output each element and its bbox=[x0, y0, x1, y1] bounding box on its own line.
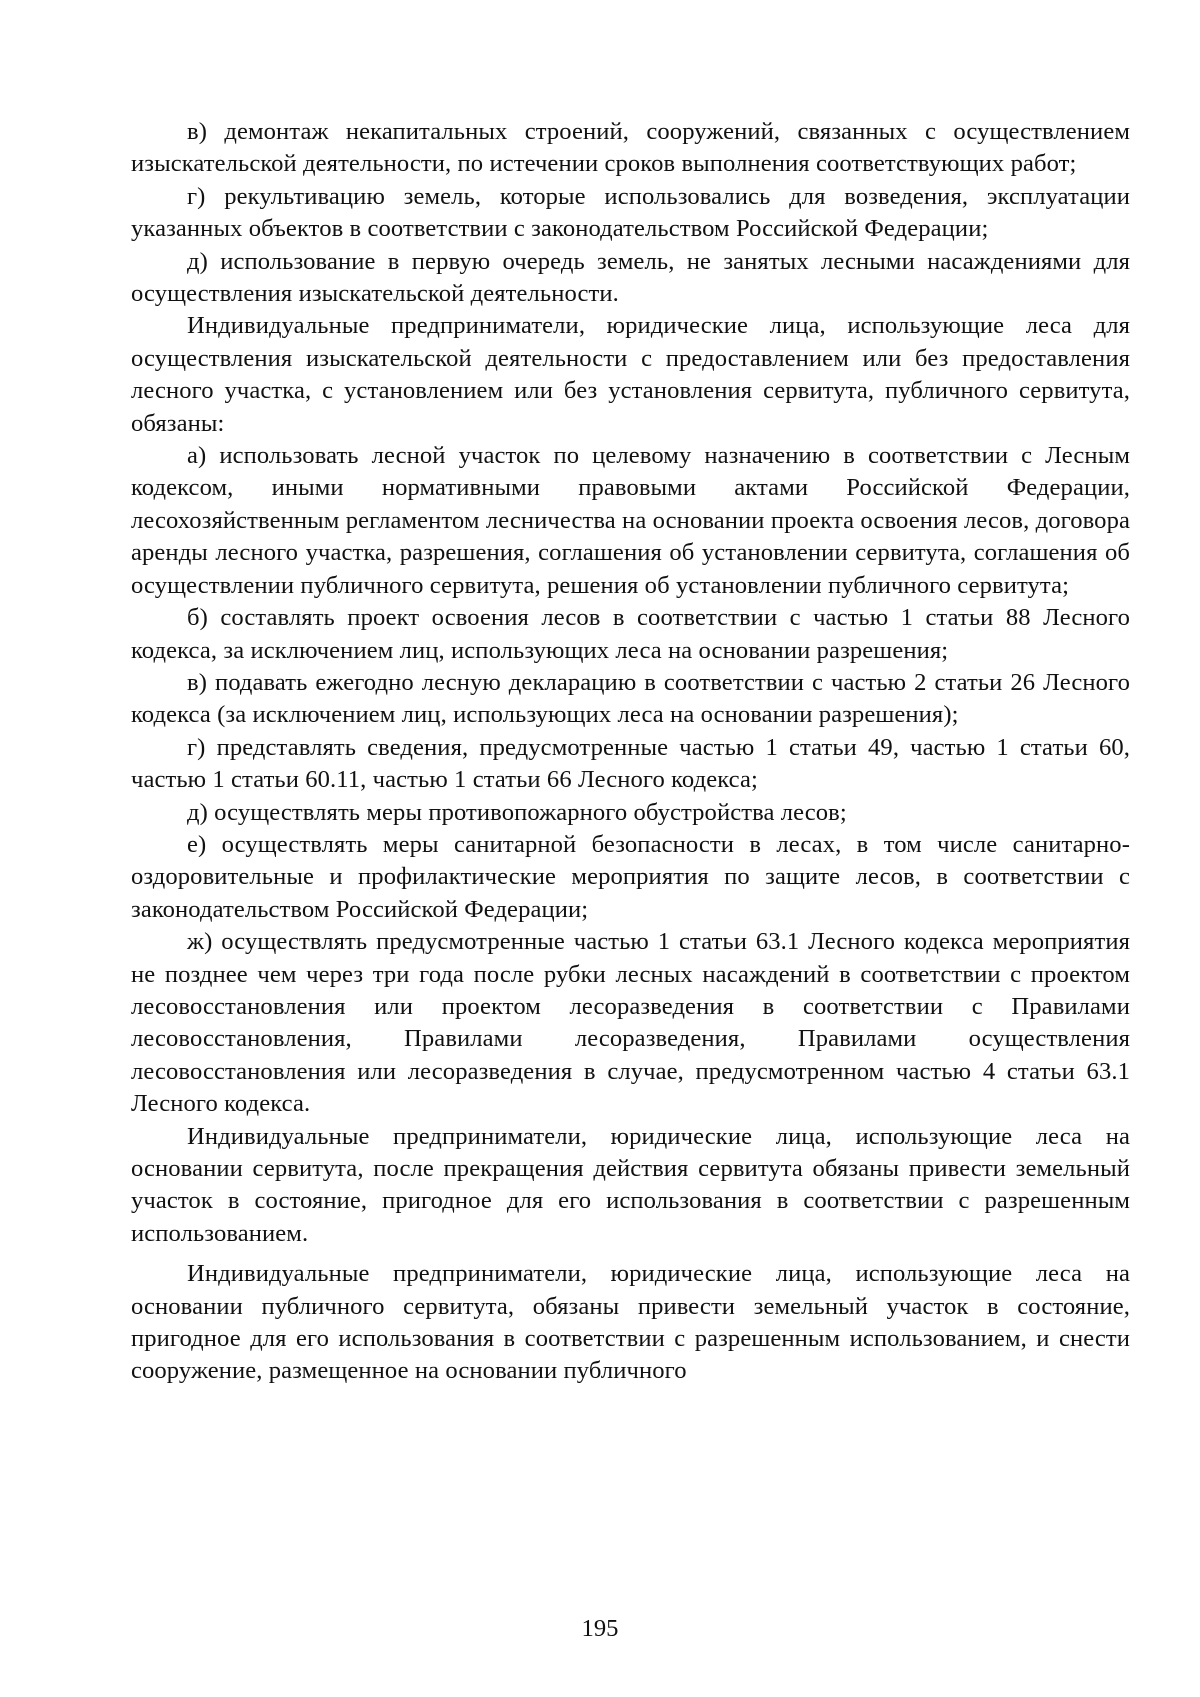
paragraph-item-d-fire-safety: д) осуществлять меры противопожарного обустройства лесов; bbox=[187, 798, 847, 826]
paragraph-item-a-purpose: а) использовать лесной участок по целевому назначению в соответствии с Лесным кодексом, иными нормативными правовыми актами Российской Федерации, лесохозяйственным регламентом лесничества на основании проекта освоения лесов, договора аренды лесного участка, разрешения, соглашения об установлении сервитута, соглашения об осуществлении публичного сервитута, решения об установлении публичного сервитута; bbox=[131, 442, 1130, 599]
paragraph-servitude-obligation: Индивидуальные предприниматели, юридические лица, использующие леса на основании сервитута, после прекращения действия сервитута обязаны привести земельный участок в состояние, пригодное для его использования в соответствии с разрешенным использованием. bbox=[131, 1122, 1130, 1247]
paragraph-item-g-recultivation: г) рекультивацию земель, которые использовались для возведения, эксплуатации указанных объектов в соответствии с законодательством Российской Федерации; bbox=[131, 182, 1130, 243]
paragraph-item-zh-reforestation: ж) осуществлять предусмотренные частью 1 статьи 63.1 Лесного кодекса мероприятия не позднее чем через три года после рубки лесных насаждений в соответствии с проектом лесовосстановления или проектом лесоразведения в соответствии с Правилами лесовосстановления, Правилами лесоразведения, Правилами осуществления лесовосстановления или лесоразведения в случае, предусмотренном частью 4 статьи 63.1 Лесного кодекса. bbox=[131, 928, 1130, 1118]
paragraph-obligations-intro: Индивидуальные предприниматели, юридические лица, использующие леса для осуществления изыскательской деятельности с предоставлением или без предоставления лесного участка, с установлением или без установления сервитута, публичного сервитута, обязаны: bbox=[131, 312, 1130, 437]
paragraph-item-g-information: г) представлять сведения, предусмотренные частью 1 статьи 49, частью 1 статьи 60, частью 1 статьи 60.11, частью 1 статьи 66 Лесного кодекса; bbox=[131, 733, 1130, 794]
document-body bbox=[131, 116, 1130, 1388]
paragraph-item-d-land-use: д) использование в первую очередь земель, не занятых лесными насаждениями для осуществления изыскательской деятельности. bbox=[131, 247, 1130, 308]
page-number: 195 bbox=[581, 1615, 619, 1642]
paragraph-item-v-dismantling: в) демонтаж некапитальных строений, сооружений, связанных с осуществлением изыскательской деятельности, по истечении сроков выполнения соответствующих работ; bbox=[131, 118, 1130, 178]
paragraph-public-servitude-obligation: Индивидуальные предприниматели, юридические лица, использующие леса на основании публичного сервитута, обязаны привести земельный участок в состояние, пригодное для его использования в соответствии с разрешенным использованием, и снести сооружение, размещенное на основании публичного bbox=[131, 1260, 1130, 1385]
paragraph-item-e-sanitary: е) осуществлять меры санитарной безопасности в лесах, в том числе санитарно-оздоровительные и профилактические мероприятия по защите лесов, в соответствии с законодательством Российской Федерации; bbox=[131, 830, 1130, 923]
paragraph-item-v-declaration: в) подавать ежегодно лесную декларацию в соответствии с частью 2 статьи 26 Лесного кодекса (за исключением лиц, использующих леса на основании разрешения); bbox=[131, 668, 1130, 729]
paragraph-item-b-project: б) составлять проект освоения лесов в соответствии с частью 1 статьи 88 Лесного кодекса, за исключением лиц, использующих леса на основании разрешения; bbox=[131, 604, 1130, 664]
